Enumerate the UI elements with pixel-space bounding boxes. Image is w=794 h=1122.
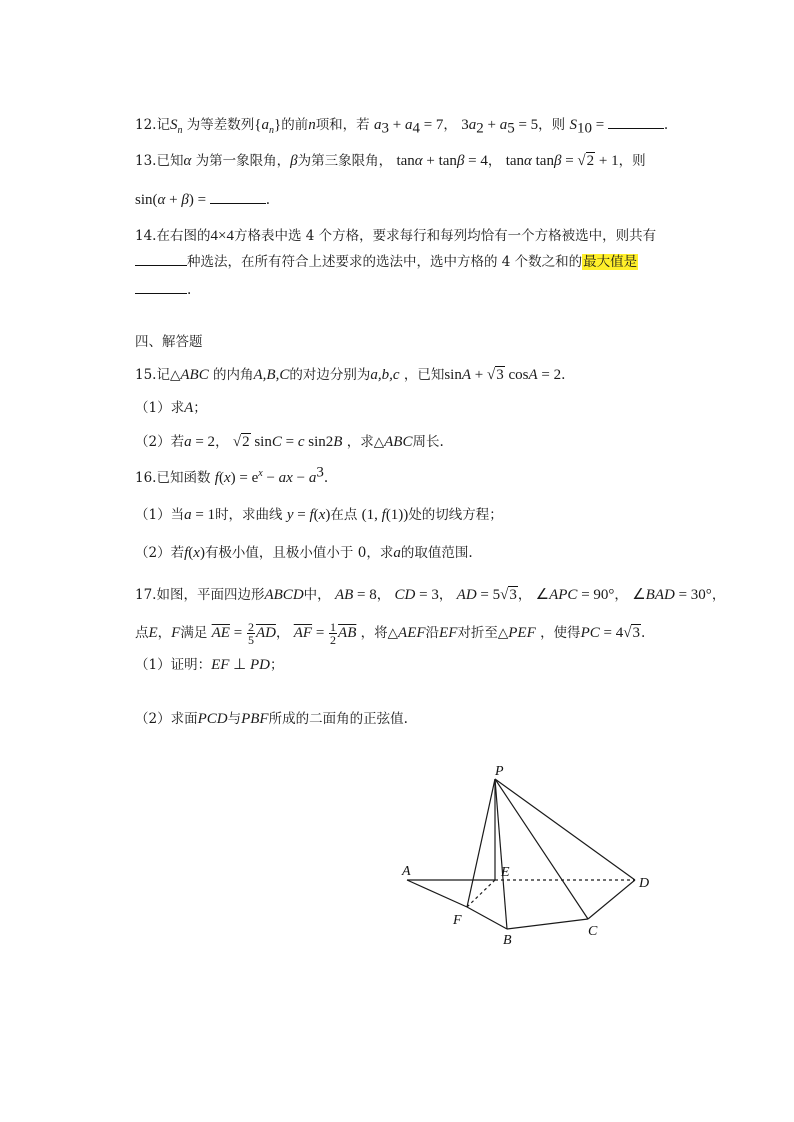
edge-PB [495, 779, 507, 929]
label-E: E [501, 865, 510, 880]
answer-blank [608, 114, 664, 129]
question-15: 15.记△ABC 的内角A,B,C的对边分别为a,b,c ，已知sinA + √3 cosA = 2. [135, 367, 566, 383]
label-F: F [453, 913, 462, 928]
edge-FB [467, 907, 507, 929]
answer-blank [210, 189, 266, 204]
question-13: 13.已知α 为第一象限角，β为第三象限角， tanα + tanβ = 4， tanα tanβ = √2 + 1，则 [135, 153, 646, 169]
question-16-part-2: （2）若f(x)有极小值，且极小值小于 0，求a的取值范围. [135, 545, 473, 561]
answer-blank [135, 279, 187, 294]
question-15-part-1: （1）求A； [135, 400, 207, 416]
question-17-cont: 点E，F满足 $\overline{AE}$ = $\frac{2}{5}$ $\overline{AD}$， $\overline{AF}$ = $\frac{1}{2}$ $\overline{AB}$ ，将△AEF沿EF对折至△PEF ，使得PC = 4√3. [135, 620, 646, 647]
question-17: 17.如图，平面四边形ABCD中， AB = 8， CD = 3， AD = 5√3， ∠APC = 90°， ∠BAD = 30°， [135, 587, 726, 603]
pyramid-figure [395, 757, 660, 947]
question-17-part-2: （2）求面PCD与PBF所成的二面角的正弦值. [135, 711, 408, 727]
question-15-part-2: （2）若a = 2， √2 sinC = c sin2B ，求△ABC周长. [135, 434, 444, 450]
question-14-cont: 种选法，在所有符合上述要求的选法中，选中方格的 4 个数之和的最大值是 [135, 251, 638, 272]
question-12: 12.记$S_n$ 为等差数列$\{a_n\}$的前n项和，若 $a_3 + a_4 = 7$， $3a_2 + a_5 = 5$，则 $S_{10}$ = . [135, 114, 668, 135]
question-14: 14.在右图的4×4方格表中选 4 个方格，要求每行和每列均恰有一个方格被选中，则共有 [135, 228, 657, 244]
question-14-end: . [135, 279, 191, 300]
label-B: B [503, 933, 512, 947]
answer-blank [135, 251, 187, 266]
edge-AF [407, 880, 467, 907]
edge-PF [467, 779, 495, 907]
label-A: A [402, 864, 411, 879]
edge-PD [495, 779, 635, 880]
label-C: C [588, 924, 598, 939]
question-16: 16.已知函数 $f(x) = e^x$ − ax − $a^3$. [135, 464, 329, 486]
question-17-part-1: （1）证明：EF ⊥ PD； [135, 657, 284, 673]
question-13-cont: sin(α + β) = . [135, 189, 270, 210]
highlighted-text: 最大值是 [583, 254, 638, 270]
edge-BC [507, 919, 588, 929]
section-heading: 四、解答题 [135, 334, 203, 350]
edge-FE-dashed [467, 880, 495, 907]
question-16-part-1: （1）当a = 1时，求曲线 y = f(x)在点 (1, f(1))处的切线方程； [135, 507, 503, 523]
edge-CD [588, 880, 635, 919]
label-D: D [639, 876, 650, 891]
label-P: P [495, 764, 504, 779]
edge-PC [495, 779, 588, 919]
